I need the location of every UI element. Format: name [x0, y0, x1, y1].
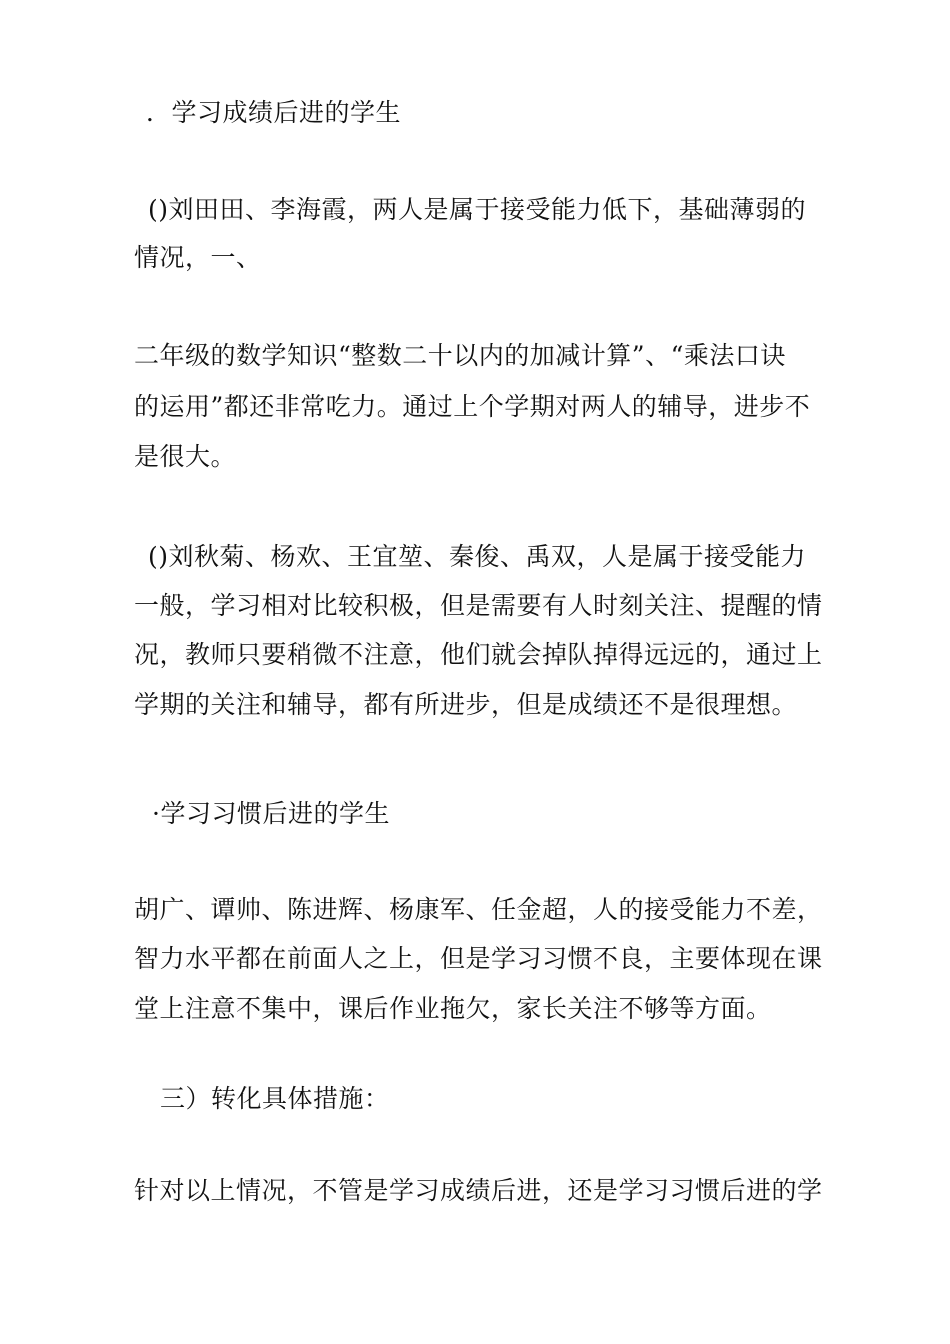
paragraph-line: 情况，一、 — [134, 243, 262, 272]
section-heading-measures: 三）转化具体措施： — [160, 1084, 390, 1113]
paragraph-line: ()刘秋菊、杨欢、王宜堃、秦俊、禹双，人是属于接受能力 — [148, 542, 807, 571]
paragraph-line: 堂上注意不集中，课后作业拖欠，家长关注不够等方面。 — [134, 994, 772, 1023]
paragraph-line: 学期的关注和辅导，都有所进步，但是成绩还不是很理想。 — [134, 690, 798, 719]
paragraph-line: 况，教师只要稍微不注意，他们就会掉队掉得远远的，通过上 — [134, 640, 823, 669]
paragraph-line: 针对以上情况，不管是学习成绩后进，还是学习习惯后进的学 — [134, 1176, 823, 1205]
section-heading-academic: ．学习成绩后进的学生 — [146, 98, 402, 127]
paragraph-line: 的运用”都还非常吃力。通过上个学期对两人的辅导，进步不 — [134, 392, 811, 421]
paragraph-line: ()刘田田、李海霞，两人是属于接受能力低下，基础薄弱的 — [148, 195, 807, 224]
paragraph-line: 是很大。 — [134, 442, 237, 471]
section-heading-habits: ·学习习惯后进的学生 — [152, 799, 390, 828]
paragraph-line: 二年级的数学知识“整数二十以内的加减计算”、“乘法口诀 — [134, 341, 786, 370]
paragraph-line: 智力水平都在前面人之上，但是学习习惯不良，主要体现在课 — [134, 944, 823, 973]
paragraph-line: 胡广、谭帅、陈进辉、杨康军、任金超，人的接受能力不差， — [134, 895, 823, 924]
paragraph-line: 一般，学习相对比较积极，但是需要有人时刻关注、提醒的情 — [134, 591, 823, 620]
